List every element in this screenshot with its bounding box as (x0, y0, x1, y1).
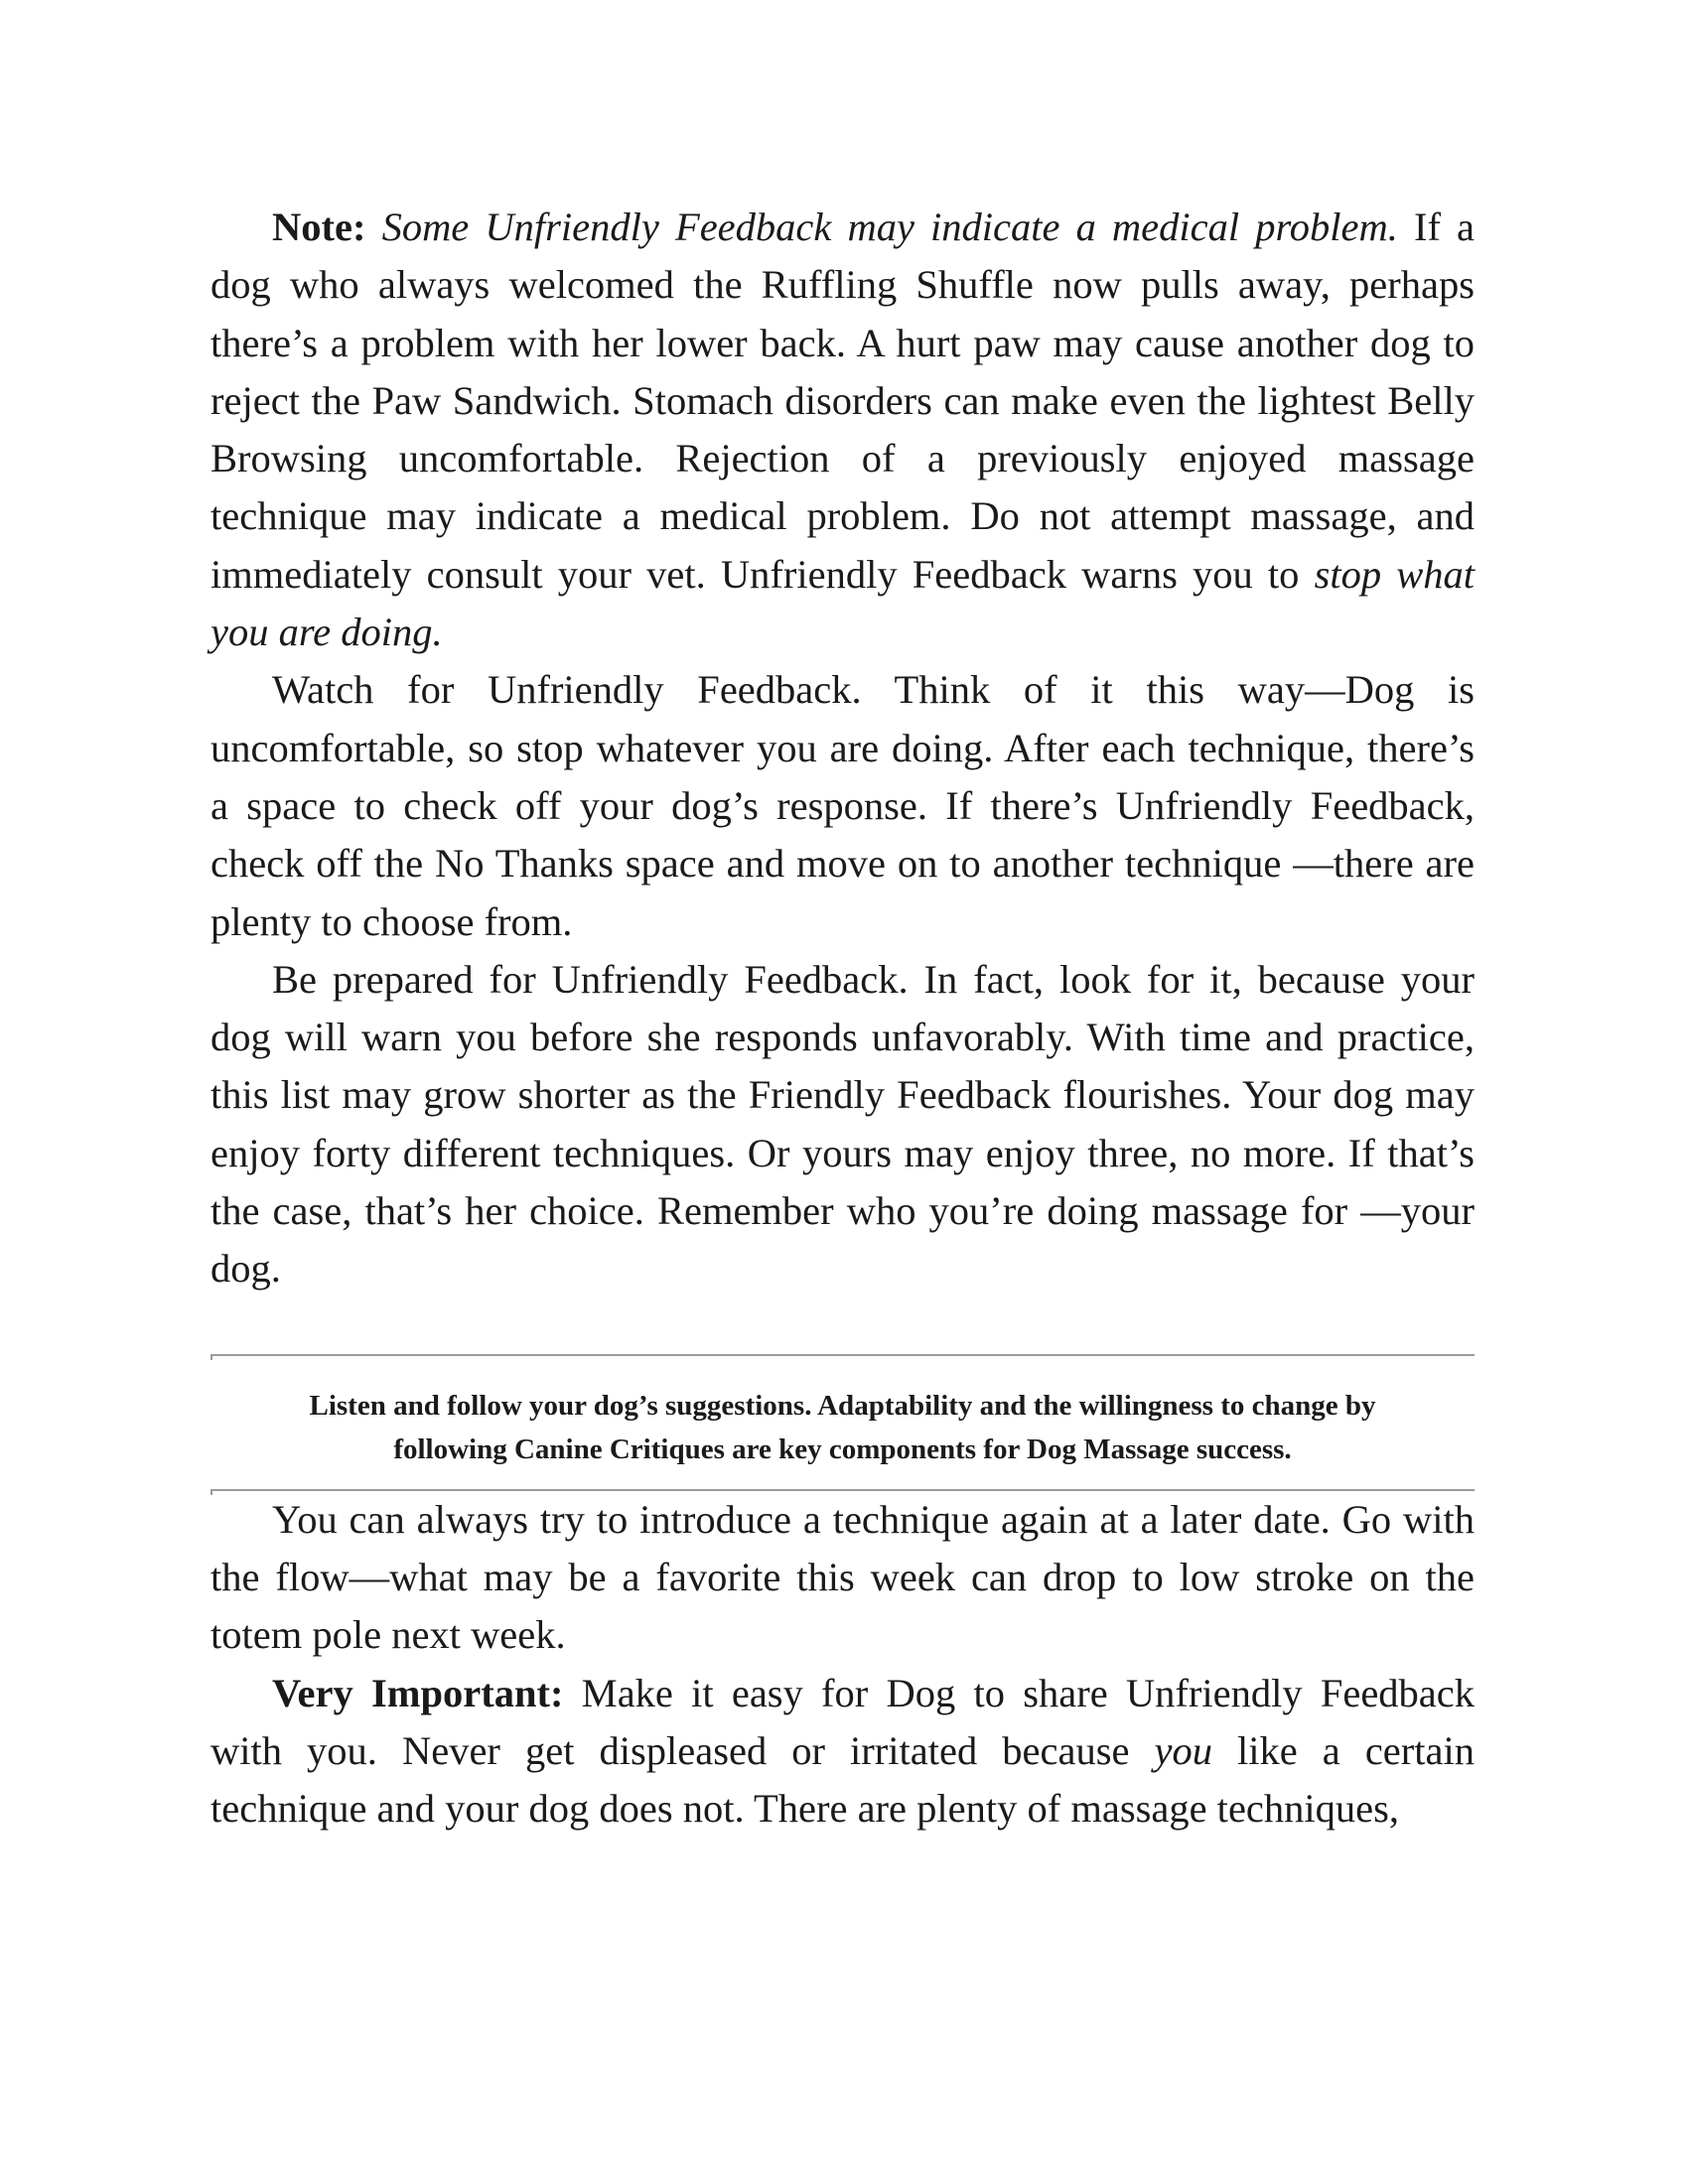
watch-paragraph: Watch for Unfriendly Feedback. Think of it this way—Dog is uncomfortable, so stop whatever you are doing. After each technique, there’s a space to check off your dog’s response. If there’s Unfriendly Feedback, check off the No Thanks space and move on to another technique —there are plenty to choose from. (211, 667, 1475, 944)
later-paragraph: You can always try to introduce a technique again at a later date. Go with the flow—what may be a favorite this week can drop to low stroke on the totem pole next week. (211, 1496, 1475, 1658)
important-paragraph (211, 1665, 1475, 1839)
important-body-1: Make it easy for Dog to share Unfriendly Feedback with you. Never get displeased or irritated because (211, 1670, 1476, 1773)
note-italic-lead: Some Unfriendly Feedback may indicate a medical problem. (381, 205, 1398, 249)
important-label: Very Important: (272, 1670, 564, 1715)
note-paragraph (211, 199, 1475, 661)
note-italic-tail: stop what you are doing. (211, 551, 1476, 655)
note-body: If a dog who always welcomed the Ruffling Shuffle now pulls away, perhaps there’s a problem with her lower back. A hurt paw may cause another dog to reject the Paw Sandwich. Stomach disorders can make even the lightest Belly Browsing uncomfortable. Rejection of a previously enjoyed massage technique may indicate a medical problem. Do not attempt massage, and immediately consult your vet. Unfriendly Feedback warns you to (211, 205, 1476, 597)
callout-text: Listen and follow your dog’s suggestions. Adaptability and the willingness to change by following Canine Critiques are key components for Dog Massage success. (309, 1389, 1376, 1465)
callout-box (211, 1354, 1475, 1491)
callout-top-rule (212, 1354, 1475, 1356)
important-italic: you (1154, 1727, 1212, 1773)
prepared-paragraph: Be prepared for Unfriendly Feedback. In fact, look for it, because your dog will warn you before she responds unfavorably. With time and practice, this list may grow shorter as the Friendly Feedback flourishes. Your dog may enjoy forty different techniques. Or yours may enjoy three, no more. If that’s the case, that’s her choice. Remember who you’re doing massage for —your dog. (211, 956, 1475, 1292)
callout-bottom-rule (212, 1489, 1475, 1491)
page-content (211, 199, 1475, 1838)
note-label: Note: (272, 205, 366, 249)
important-body-2: like a certain technique and your dog does not. There are plenty of massage techniques, (211, 1727, 1475, 1832)
